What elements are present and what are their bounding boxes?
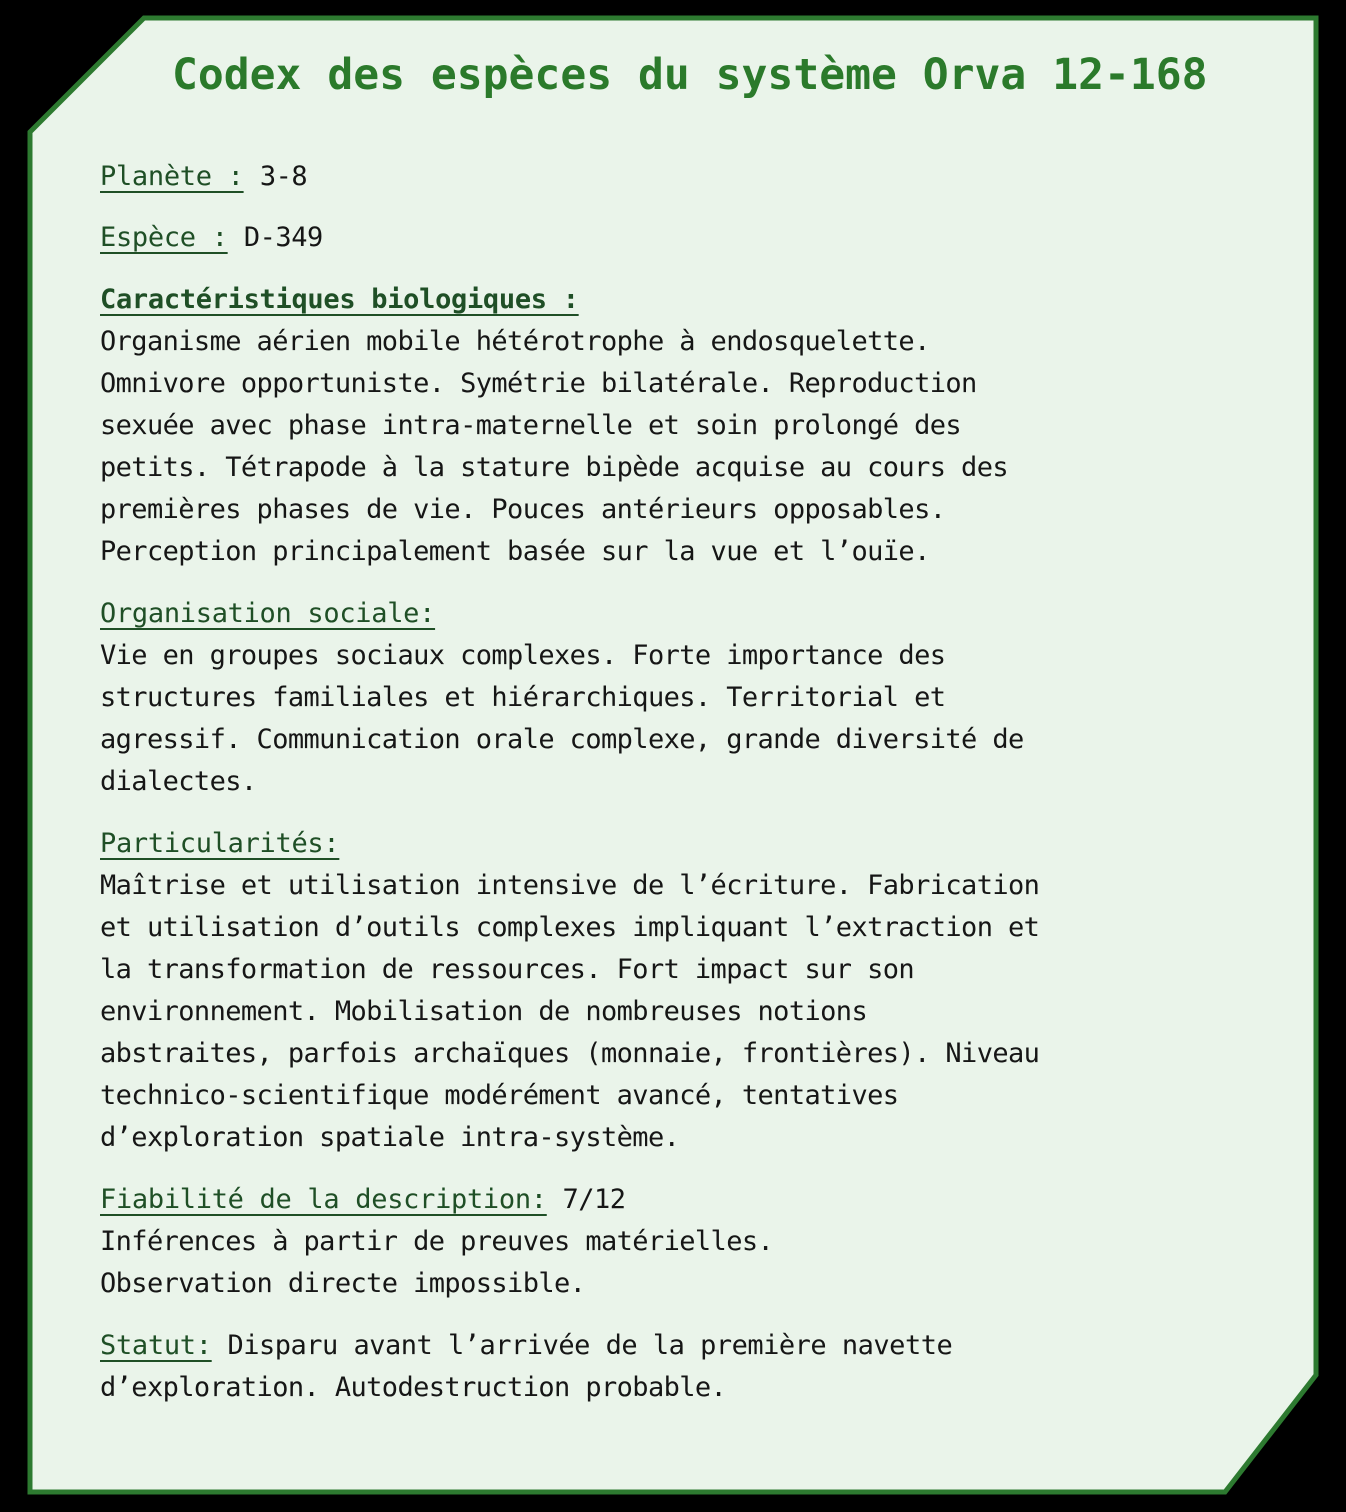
status-label: Statut:	[100, 1330, 212, 1361]
reliability-label: Fiabilité de la description:	[100, 1184, 547, 1215]
status-continuation: d’exploration. Autodestruction probable.	[100, 1372, 727, 1403]
traits-label: Particularités:	[100, 828, 340, 859]
biology-label: Caractéristiques biologiques :	[100, 284, 579, 315]
species-field	[100, 217, 323, 259]
social-text: Vie en groupes sociaux complexes. Forte importance des structures familiales et hiérarchiques. Territorial et agressif. Communication orale complexe, grande diversité de dialectes.	[100, 640, 1024, 797]
reliability-value: 7/12	[546, 1184, 626, 1215]
social-heading	[100, 593, 435, 635]
biology-text: Organisme aérien mobile hétérotrophe à endosquelette. Omnivore opportuniste. Symétrie bilatérale. Reproduction sexuée avec phase intra-maternelle et soin prolongé des petits. Tétrapode à la stature bipède acquise au cours des premières phases de vie. Pouces antérieurs opposables. Perception principalement basée sur la vue et l’ouïe.	[100, 326, 1009, 567]
biology-heading	[100, 279, 579, 321]
species-value: D-349	[243, 222, 323, 253]
planet-value: 3-8	[259, 161, 308, 192]
traits-text: Maîtrise et utilisation intensive de l’écriture. Fabrication et utilisation d’outils complexes impliquant l’extraction et la transformation de ressources. Fort impact sur son environnement. Mobilisation de nombreuses notions abstraites, parfois archaïques (monnaie, frontières). Niveau technico-scientifique modérément avancé, tentatives d’exploration spatiale intra-système.	[100, 870, 1040, 1153]
status-field	[100, 1325, 952, 1367]
page-title: Codex des espèces du système Orva 12-168	[172, 50, 1208, 100]
social-label: Organisation sociale:	[100, 598, 436, 629]
planet-field	[100, 156, 307, 198]
reliability-field	[100, 1179, 626, 1221]
status-value: Disparu avant l’arrivée de la première navette	[211, 1330, 953, 1361]
traits-heading	[100, 823, 339, 865]
species-label: Espèce :	[100, 222, 228, 253]
reliability-text: Inférences à partir de preuves matérielles. Observation directe impossible.	[100, 1226, 774, 1299]
planet-label: Planète :	[100, 161, 244, 192]
